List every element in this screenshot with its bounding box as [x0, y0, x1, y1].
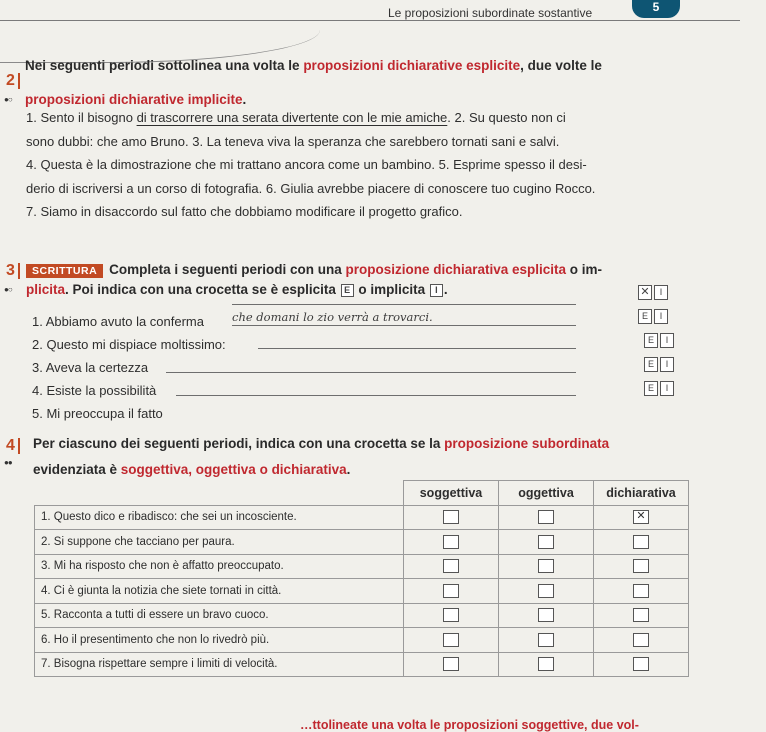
ex4-instr2-end: . [346, 462, 351, 477]
ex2-line1-underlined: di trascorrere una serata divertente con le mie amiche [136, 110, 448, 125]
column-oggettiva: oggettiva [499, 481, 594, 506]
ex3-item-1: 1. Abbiamo avuto la conferma [32, 314, 204, 329]
row-cell [594, 505, 689, 530]
ex2-instr-pre: Nei seguenti periodi sottolinea una volta le [25, 58, 304, 73]
ex2-instr-red2: proposizioni dichiarative implicite [25, 92, 243, 107]
ex2-line-5: 7. Siamo in disaccordo sul fatto che dobbiamo modificare il progetto grafico. [26, 204, 463, 219]
ex2-instr-red: proposizioni dichiarative esplicite [303, 58, 521, 73]
exercise-3-instruction [26, 262, 602, 278]
ex3-item-2-line[interactable] [258, 348, 576, 349]
soggettiva-checkbox[interactable] [443, 510, 459, 524]
ex3-item-1-line-a [232, 304, 576, 305]
row-sentence: 1. Questo dico e ribadisco: che sei un incosciente. [35, 505, 404, 530]
ex4-instr2-pre: evidenziata è [33, 462, 121, 477]
running-title: Le proposizioni subordinate sostantive [388, 6, 593, 20]
ex3-item-3-i-checkbox[interactable]: I [660, 333, 674, 348]
dichiarativa-checkbox[interactable] [633, 633, 649, 647]
dichiarativa-checkbox[interactable] [633, 657, 649, 671]
soggettiva-checkbox[interactable] [443, 535, 459, 549]
ex3-item-1-line [232, 325, 576, 326]
table-header-row [35, 481, 689, 506]
ex3-item-2-e-checkbox[interactable]: E [638, 309, 652, 324]
soggettiva-checkbox[interactable] [443, 559, 459, 573]
exercise-3-difficulty: ●○ [4, 285, 12, 294]
column-dichiarativa: dichiarativa [594, 481, 689, 506]
ex3-item-1-answer[interactable]: che domani lo zio verrà a trovarci. [232, 310, 433, 324]
exercise-3-instruction-line2 [26, 282, 448, 297]
table-header-blank [35, 481, 404, 506]
ex4-instr2-red: soggettiva, oggettiva o dichiarativa [120, 462, 347, 477]
table-row [35, 554, 689, 579]
ex3-instr2-a: . Poi indica con una crocetta se è esplicita [65, 282, 340, 297]
ex3-instr2-b: o implicita [354, 282, 429, 297]
ex3-item-1-choice [637, 285, 669, 300]
oggettiva-checkbox[interactable] [538, 535, 554, 549]
row-cell [499, 603, 594, 628]
ex3-item-3-line[interactable] [166, 372, 576, 373]
row-cell [404, 530, 499, 555]
esplicita-marker: E [341, 284, 354, 297]
ex3-item-4-line[interactable] [176, 395, 576, 396]
implicita-marker: I [430, 284, 443, 297]
ex4-instr-red: proposizione subordinata [444, 436, 610, 451]
exercise-2-difficulty: ●○ [4, 95, 12, 104]
ex2-line-3: 4. Questa è la dimostrazione che mi trattano ancora come un bambino. 5. Esprime spesso il desi- [26, 157, 587, 172]
table-row [35, 652, 689, 677]
oggettiva-checkbox[interactable] [538, 657, 554, 671]
header-rule [0, 20, 740, 21]
exercise-3-bar [18, 263, 20, 279]
oggettiva-checkbox[interactable] [538, 633, 554, 647]
ex2-instr-mid: , due volte le [520, 58, 602, 73]
exercise-4-number: 4 [6, 437, 15, 454]
row-cell [594, 652, 689, 677]
row-cell [404, 603, 499, 628]
ex3-item-4-e-checkbox[interactable]: E [644, 357, 658, 372]
ex4-instr-pre: Per ciascuno dei seguenti periodi, indica con una crocetta se la [33, 436, 445, 451]
row-cell [499, 554, 594, 579]
soggettiva-checkbox[interactable] [443, 584, 459, 598]
row-sentence: 5. Racconta a tutti di essere un bravo cuoco. [35, 603, 404, 628]
ex3-instr-red: proposizione dichiarativa esplicita [345, 262, 567, 277]
oggettiva-checkbox[interactable] [538, 510, 554, 524]
ex3-instr2-red: plicita [26, 282, 66, 297]
ex3-item-4: 4. Esiste la possibilità [32, 383, 157, 398]
exercise-2-instruction [25, 58, 602, 73]
exercise-2-instruction-line2 [25, 92, 246, 107]
exercise-2-text [26, 106, 595, 224]
dichiarativa-checkbox[interactable] [633, 584, 649, 598]
dichiarativa-checkbox[interactable]: ✕ [633, 510, 649, 524]
row-sentence: 2. Si suppone che tacciano per paura. [35, 530, 404, 555]
exercise-4-instruction-line2 [33, 462, 350, 477]
ex3-item-3-choice [643, 333, 675, 348]
ex3-item-2-i-checkbox[interactable]: I [654, 309, 668, 324]
soggettiva-checkbox[interactable] [443, 608, 459, 622]
soggettiva-checkbox[interactable] [443, 633, 459, 647]
table-row [35, 603, 689, 628]
ex3-instr2-c: . [443, 282, 448, 297]
ex3-item-3-e-checkbox[interactable]: E [644, 333, 658, 348]
ex3-item-1-i-checkbox[interactable]: I [654, 285, 668, 300]
ex3-item-4-choice [643, 357, 675, 372]
dichiarativa-checkbox[interactable] [633, 559, 649, 573]
table-row [35, 628, 689, 653]
row-cell [594, 603, 689, 628]
ex2-line1-a: 1. Sento il bisogno [26, 110, 137, 125]
row-sentence: 6. Ho il presentimento che non lo rivedrò più. [35, 628, 404, 653]
ex2-line-4: derio di iscriversi a un corso di fotografia. 6. Giulia avrebbe piacere di conoscere tuo cugino Rocco. [26, 180, 596, 196]
row-cell [499, 505, 594, 530]
row-sentence: 3. Mi ha risposto che non è affatto preoccupato. [35, 554, 404, 579]
row-sentence: 4. Ci è giunta la notizia che siete tornati in città. [35, 579, 404, 604]
row-cell [594, 530, 689, 555]
row-cell [499, 652, 594, 677]
decorative-curve [0, 8, 320, 63]
exercise-3-number: 3 [6, 262, 15, 279]
row-cell [404, 579, 499, 604]
row-sentence: 7. Bisogna rispettare sempre i limiti di velocità. [35, 652, 404, 677]
table-row [35, 579, 689, 604]
ex2-line1-b: . 2. Su questo non ci [447, 110, 566, 125]
exercise-4-bar [18, 438, 20, 454]
exercise-4-difficulty: ●● [4, 458, 12, 467]
ex3-item-4-i-checkbox[interactable]: I [660, 357, 674, 372]
row-cell [404, 505, 499, 530]
dichiarativa-checkbox[interactable] [633, 535, 649, 549]
dichiarativa-checkbox[interactable] [633, 608, 649, 622]
table-row [35, 505, 689, 530]
ex3-instr-pre: Completa i seguenti periodi con una [109, 262, 346, 277]
ex3-item-2: 2. Questo mi dispiace moltissimo: [32, 337, 226, 352]
ex2-line-1 [26, 106, 595, 130]
ex3-item-1-e-checkbox[interactable]: ✕ [638, 285, 652, 300]
ex2-instr-end: . [242, 92, 247, 107]
page-badge: 5 [632, 0, 680, 18]
table-row [35, 530, 689, 555]
ex2-line-2: sono dubbi: che amo Bruno. 3. La teneva viva la speranza che sarebbero tornati sani e salvi. [26, 133, 560, 149]
column-soggettiva: soggettiva [404, 481, 499, 506]
scrittura-tag: SCRITTURA [26, 264, 103, 278]
row-cell [404, 628, 499, 653]
row-cell [594, 579, 689, 604]
oggettiva-checkbox[interactable] [538, 559, 554, 573]
oggettiva-checkbox[interactable] [538, 584, 554, 598]
row-cell [594, 554, 689, 579]
ex3-item-5: 5. Mi preoccupa il fatto [32, 406, 163, 421]
exercise-2-number: 2 [6, 72, 15, 89]
ex3-item-2-choice [637, 309, 669, 324]
ex3-instr-end: o im- [566, 262, 603, 277]
ex3-item-3: 3. Aveva la certezza [32, 360, 149, 375]
row-cell [499, 530, 594, 555]
oggettiva-checkbox[interactable] [538, 608, 554, 622]
row-cell [404, 652, 499, 677]
next-exercise-cut-text: …ttolineate una volta le proposizioni soggettive, due vol- [300, 718, 639, 732]
classification-table [34, 480, 689, 677]
exercise-2-bar [18, 73, 20, 89]
soggettiva-checkbox[interactable] [443, 657, 459, 671]
row-cell [499, 628, 594, 653]
ex3-item-5-e-checkbox[interactable]: E [644, 381, 658, 396]
exercise-4-instruction [33, 436, 609, 451]
row-cell [404, 554, 499, 579]
row-cell [594, 628, 689, 653]
row-cell [499, 579, 594, 604]
ex3-item-5-i-checkbox[interactable]: I [660, 381, 674, 396]
ex3-item-5-choice [643, 381, 675, 396]
